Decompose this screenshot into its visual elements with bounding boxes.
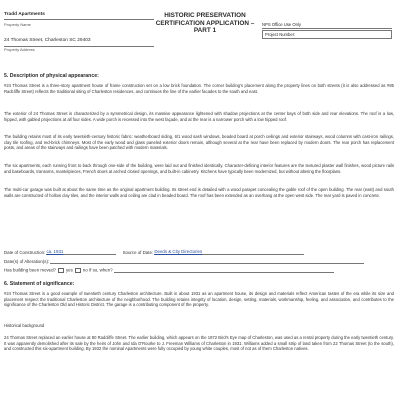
section-5-paragraph: The six apartments, each running front to back through one-side of the building, were laid out and finished identically. Character-defining interior features are the textured plaster wall finishes, wood picture rails and baseboards, transoms, mantelpieces, French doors at arched closed openings, and built-in cabinetry. Kitchens have typically been modernized, but without altering the floorplans. [4, 163, 394, 174]
historical-background-paragraph: 24 Thomas Street replaced an earlier house at 80 Radcliffe Street. The earlier building, which appears on the 1872 Bird's Eye map of Charleston, was used as a rental property during the early twentieth century. It was apparently demolished after its sale by the heirs of John and Ida O'Rourke to J. Freeman Williams of Charleston in 1931. Williams added a small strip of land taken from 22 Thomas Street (to the south), and constructed this six-apartment building. By 1932 the nominal Apartments were fully occupied by young white couples, most of not as of them Charleston natives. [4, 335, 394, 351]
source-of-date-label: Source of Date: [122, 250, 154, 255]
title-line-3: PART 1 [193, 27, 217, 35]
moved-row [4, 267, 334, 273]
construction-date-field[interactable] [46, 249, 116, 255]
section-5-heading: 5. Description of physical appearance: [4, 73, 99, 79]
alteration-dates-field[interactable] [50, 258, 364, 264]
moved-when-field[interactable] [114, 267, 334, 273]
alteration-dates-row [4, 258, 364, 264]
moved-no-checkbox[interactable] [75, 268, 81, 274]
property-info-block [4, 12, 154, 63]
source-of-date-field[interactable] [154, 249, 304, 255]
project-number-label: Project Number: [265, 32, 296, 37]
section-5-paragraph: The exterior of 24 Thomas Street is characterized by a symmetrical design, its massive appearance lightened with shadow projections at the center bays of both side and rear elevations. The roof is a low, hipped, with gabled projections at all four sides. A wide porch is recessed into the west façade, and at the rear is a narrower porch with a low hipped roof. [4, 111, 394, 122]
if-so-label: If so, when? [88, 267, 113, 273]
construction-date-row [4, 249, 304, 255]
section-6-paragraph: #24 Thomas Street is a good example of twentieth century Charleston architecture. Built in about 1931 as an apartment house, its design and materials reflect American tastes of the era while its size and placement respect the traditional Charleston architecture of the neighborhood. The building retains integrity of location, design, setting, materials, workmanship, feeling, and association, and contributes to the significance of the Charleston Old and Historic District. The garage is a contributing component of the property. [4, 291, 394, 307]
moved-yes-label: yes [65, 267, 73, 273]
nps-office-box [262, 22, 392, 39]
property-address-field[interactable]: 24 Thomas Street, Charleston SC 29403 [4, 38, 154, 46]
alteration-dates-label: Date(s) of Alteration(s): [4, 259, 50, 264]
property-address-label: Property Address [4, 46, 35, 52]
section-5-paragraph: The building retains most of its early twentieth-century historic fabric: weatherboard siding, 6/1 wood sash windows, beaded board at porch ceilings and exterior stairways, wood columns with cast-iron railings, clay tile roofing, and red-brick chimneys. Most of the early wood and glass paneled exterior doors remain, although several at the rear have been replaced by modern doors. The rear porch has replacement posts, and areas of the stairways and railings have been patched with modern materials. [4, 134, 394, 150]
form-title [140, 12, 270, 35]
section-5-paragraph: #24 Thomas Street is a three-story apartment house of frame construction set on a low brick foundation. The corner building's placement along the property lines on both streets (it is also addressed as #85 Radcliffe Street) reflects the traditional siting of Charleston residences, and continues the line of the earlier facades to the south and east. [4, 83, 394, 94]
construction-date-value: ca. 1931 [46, 249, 64, 254]
property-name-field[interactable]: Tradd Apartments [4, 12, 154, 20]
construction-date-label: Date of Construction: [4, 250, 46, 255]
title-line-1: HISTORIC PRESERVATION [164, 12, 246, 19]
property-name-label: Property Name [4, 22, 31, 28]
section-6-heading: 6. Statement of significance: [4, 281, 75, 287]
historical-background-subheading: Historical background [4, 323, 45, 328]
nps-office-label: NPS Office Use Only [262, 22, 392, 29]
source-of-date-value: Deeds & City Directories [154, 249, 203, 254]
title-line-2: CERTIFICATION APPLICATION – [155, 19, 255, 27]
moved-yes-checkbox[interactable] [58, 268, 64, 274]
moved-label: Has building been moved? [4, 267, 56, 273]
section-5-paragraph: The multi-car garage was built at about the same time as the original apartment building. Its street end is detailed with a wood parapet concealing the gable roof of the open building. The rear (east) and south walls are constructed of hollow clay tiles, and the interior walls and ceiling are clad in beaded board. The roof has been extended as an overhang at the open west side. The rear yard is paved in concrete. [4, 187, 394, 198]
moved-no-label: no [82, 267, 88, 273]
project-number-field[interactable] [262, 30, 392, 39]
